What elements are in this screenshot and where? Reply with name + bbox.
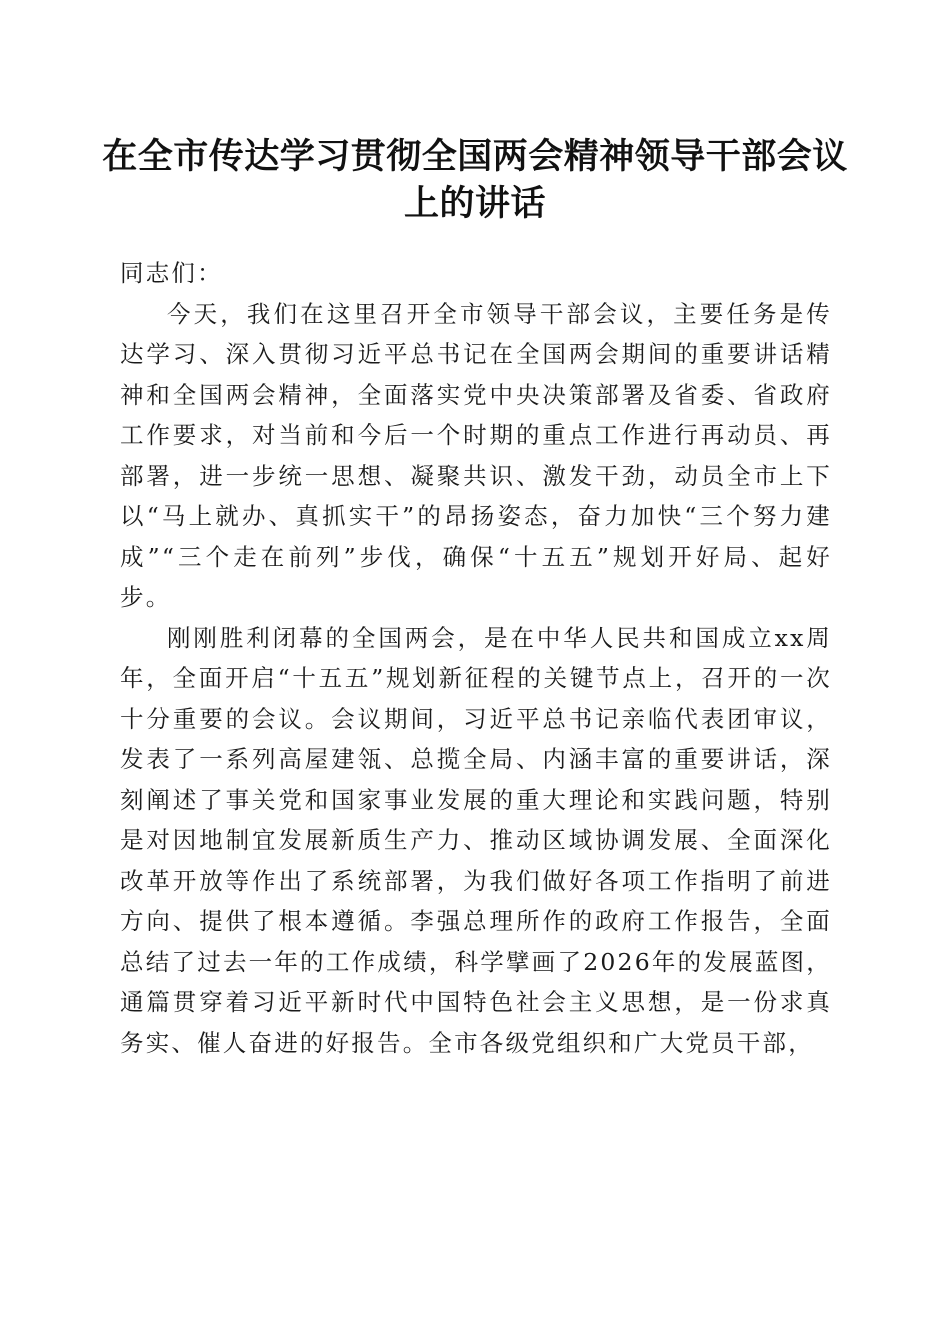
paragraph-1: 今天，我们在这里召开全市领导干部会议，主要任务是传达学习、深入贯彻习近平总书记在全国两会期间的重要讲话精神和全国两会精神，全面落实党中央决策部署及省委、省政府工作要求，对当前和今后一个时期的重点工作进行再动员、再部署，进一步统一思想、凝聚共识、激发干劲，动员全市上下以“马上就办、真抓实干”的昂扬姿态，奋力加快“三个努力建成”“三个走在前列”步伐，确保“十五五”规划开好局、起好步。 [120, 299, 832, 611]
document-title: 在全市传达学习贯彻全国两会精神领导干部会议上的讲话 [102, 136, 848, 224]
document-body [120, 253, 832, 1063]
salutation: 同志们： [120, 259, 223, 287]
paragraph-2: 刚刚胜利闭幕的全国两会，是在中华人民共和国成立xx周年，全面开启“十五五”规划新征程的关键节点上，召开的一次十分重要的会议。会议期间，习近平总书记亲临代表团审议，发表了一系列高屋建瓴、总揽全局、内涵丰富的重要讲话，深刻阐述了事关党和国家事业发展的重大理论和实践问题，特别是对因地制宜发展新质生产力、推动区域协调发展、全面深化改革开放等作出了系统部署，为我们做好各项工作指明了前进方向、提供了根本遵循。李强总理所作的政府工作报告，全面总结了过去一年的工作成绩，科学擘画了2026年的发展蓝图，通篇贯穿着习近平新时代中国特色社会主义思想，是一份求真务实、催人奋进的好报告。全市各级党组织和广大党员干部， [120, 623, 832, 1057]
